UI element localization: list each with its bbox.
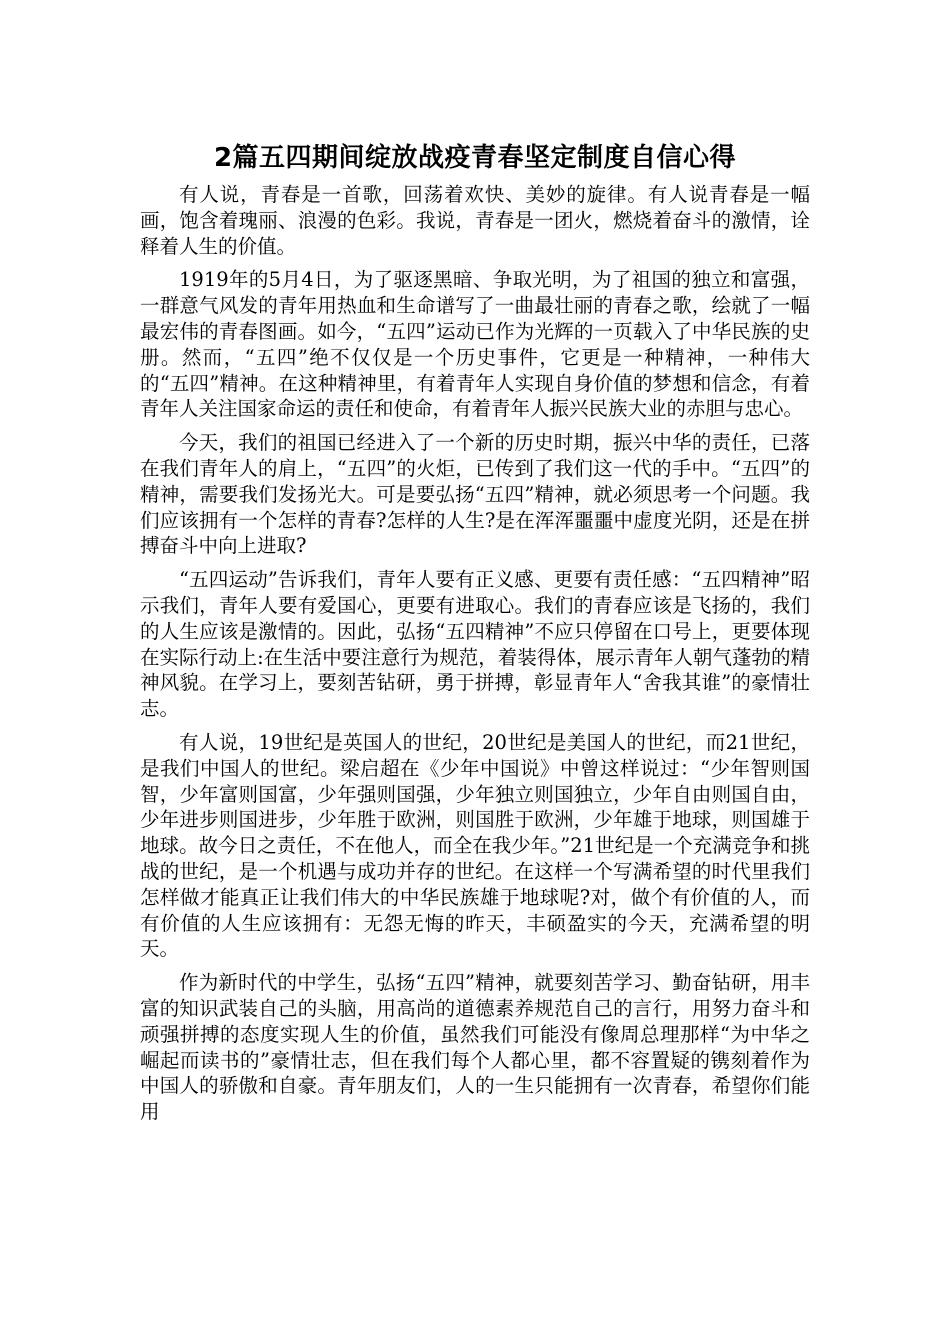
document-body xyxy=(140,182,810,1133)
paragraph-1: 有人说，青春是一首歌，回荡着欢快、美妙的旋律。有人说青春是一幅画，饱含着瑰丽、浪漫的色彩。我说，青春是一团火，燃烧着奋斗的激情，诠释着人生的价值。 xyxy=(140,183,810,258)
paragraph-3: 今天，我们的祖国已经进入了一个新的历史时期，振兴中华的责任，已落在我们青年人的肩上，“五四”的火炬，已传到了我们这一代的手中。“五四”的精神，需要我们发扬光大。可是要弘扬“五四”精神，就必须思考一个问题。我们应该拥有一个怎样的青春?怎样的人生?是在浑浑噩噩中虚度光阴，还是在拼搏奋斗中向上进取? xyxy=(140,431,810,558)
paragraph-6: 作为新时代的中学生，弘扬“五四”精神，就要刻苦学习、勤奋钻研，用丰富的知识武装自己的头脑，用高尚的道德素养规范自己的言行，用努力奋斗和顽强拼搏的态度实现人生的价值，虽然我们可能没有像周总理那样“为中华之崛起而读书的”豪情壮志，但在我们每个人都心里，都不容置疑的镌刻着作为中国人的骄傲和自豪。青年朋友们，人的一生只能拥有一次青春，希望你们能用 xyxy=(140,971,810,1124)
document-title: 2篇五四期间绽放战疫青春坚定制度自信心得 xyxy=(213,143,737,173)
paragraph-5: 有人说，19世纪是英国人的世纪，20世纪是美国人的世纪，而21世纪，是我们中国人的世纪。梁启超在《少年中国说》中曾这样说过：“少年智则国智，少年富则国富，少年强则国强，少年独立则国独立，少年自由则国自由，少年进步则国进步，少年胜于欧洲，则国胜于欧洲，少年雄于地球，则国雄于地球。故今日之责任，不在他人，而全在我少年。”21世纪是一个充满竞争和挑战的世纪，是一个机遇与成功并存的世纪。在这样一个写满希望的时代里我们怎样做才能真正让我们伟大的中华民族雄于地球呢?对，做个有价值的人，而有价值的人生应该拥有：无怨无悔的昨天，丰硕盈实的今天，充满希望的明天。 xyxy=(140,730,810,961)
paragraph-4: “五四运动”告诉我们，青年人要有正义感、更要有责任感：“五四精神”昭示我们，青年人要有爱国心，更要有进取心。我们的青春应该是飞扬的，我们的人生应该是激情的。因此，弘扬“五四精神”不应只停留在口号上，更要体现在实际行动上:在生活中要注意行为规范，着装得体，展示青年人朝气蓬勃的精神风貌。在学习上，要刻苦钻研，勇于拼搏，彰显青年人“舍我其谁”的豪情壮志。 xyxy=(140,568,810,721)
paragraph-2: 1919年的5月4日，为了驱逐黑暗、争取光明，为了祖国的独立和富强，一群意气风发的青年用热血和生命谱写了一曲最壮丽的青春之歌，绘就了一幅最宏伟的青春图画。如今，“五四”运动已作为光辉的一页载入了中华民族的史册。然而，“五四”绝不仅仅是一个历史事件，它更是一种精神，一种伟大的“五四”精神。在这种精神里，有着青年人实现自身价值的梦想和信念，有着青年人关注国家命运的责任和使命，有着青年人振兴民族大业的赤胆与忠心。 xyxy=(140,268,810,421)
